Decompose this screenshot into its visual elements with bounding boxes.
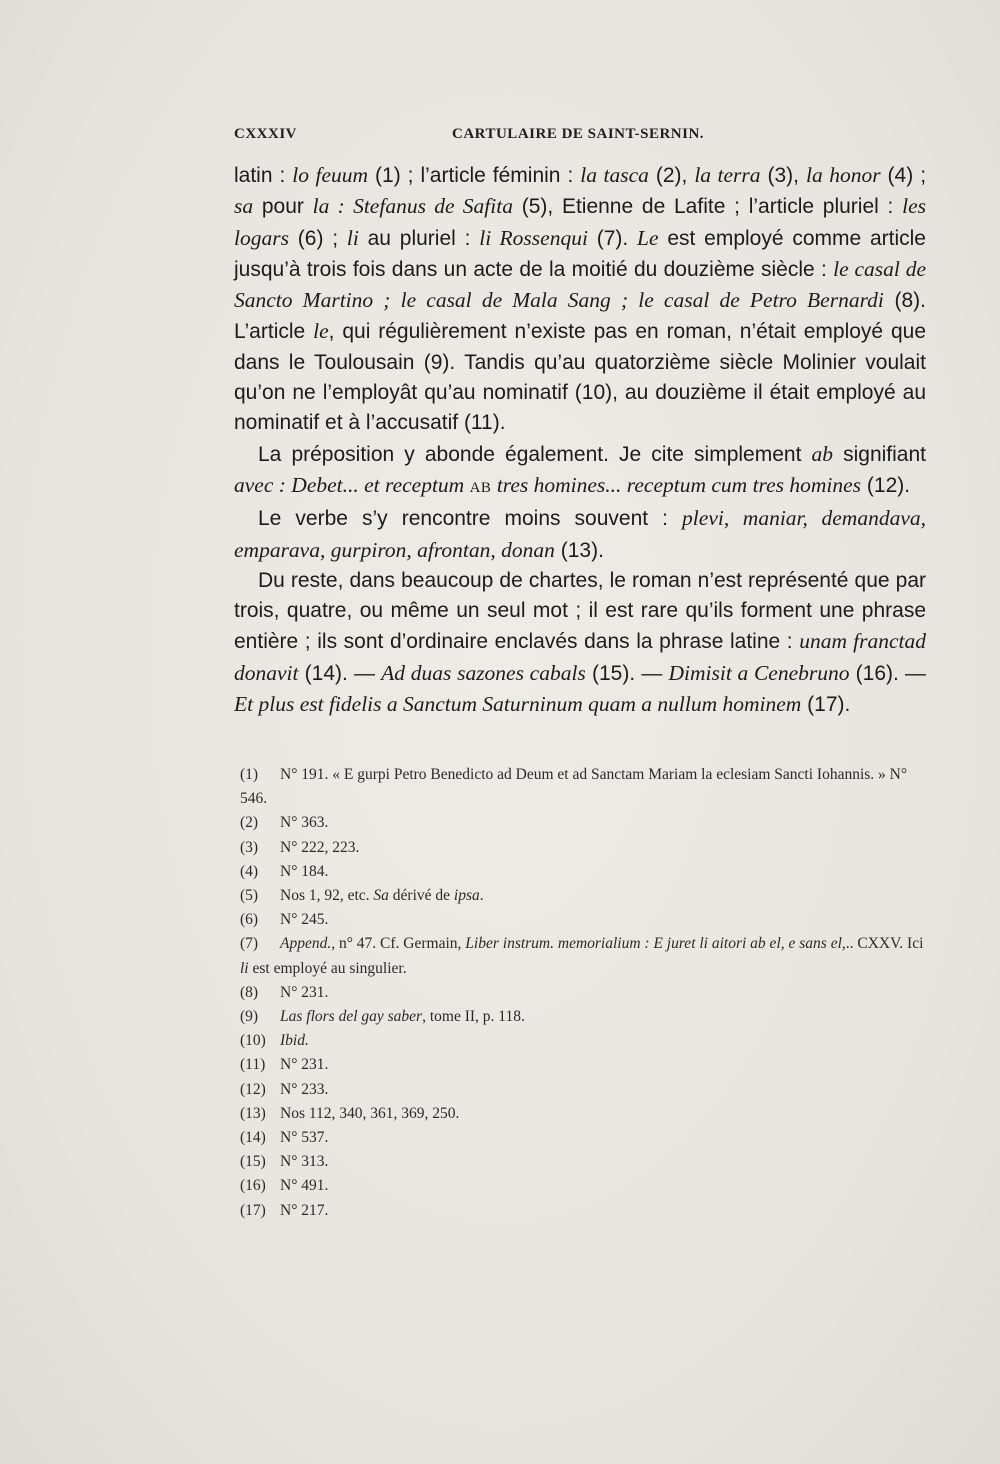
footnote-number: (12): [240, 1080, 266, 1098]
footnote-number: (1): [240, 766, 259, 783]
text-run: N° 191. « E gurpi Petro Benedicto ad Deum et ad Sanctam Mariam la eclesiam Sancti Iohannis. » N° 546.: [240, 766, 908, 808]
footnote: [240, 1053, 930, 1077]
italic-run: la terra: [694, 163, 761, 187]
italic-run: le: [313, 319, 329, 344]
italic-run: la tasca: [580, 163, 649, 187]
footnote-number: (10): [240, 1032, 266, 1050]
text-run: (6) ;: [288, 226, 347, 250]
text-run: N° 231.: [280, 1056, 329, 1074]
footnote-number: (6): [240, 911, 259, 929]
italic-run: plevi, maniar, demandava, emparava, gurpiron, afrontan, donan: [234, 506, 926, 562]
text-run: (7).: [587, 226, 638, 250]
text-run: N° 217.: [280, 1201, 329, 1219]
paragraph-verbs: [234, 503, 926, 566]
italic-run: la honor: [805, 163, 881, 187]
text-run: (4) ;: [880, 164, 927, 187]
text-run: Nos 1, 92, etc.: [280, 887, 374, 905]
italic-run: Append.: [280, 935, 332, 953]
text-run: (12).: [861, 473, 911, 497]
text-run: N° 184.: [280, 862, 329, 880]
text-run: est employé au singulier.: [248, 959, 407, 977]
italic-run: li: [240, 959, 249, 977]
footnote: [240, 1199, 930, 1223]
text-run: (17).: [801, 693, 851, 717]
text-run: Le verbe s’y rencontre moins souvent :: [258, 507, 683, 531]
footnote: [240, 1102, 930, 1126]
text-run: (16). —: [849, 661, 927, 685]
footnote-number: (9): [240, 1008, 259, 1026]
italic-run: Las flors del gay saber: [280, 1008, 423, 1026]
text-run: Du reste, dans beaucoup de chartes, le roman n’est représenté que par trois, quatre, ou même un seul mot ; il est rare qu’ils forment une phrase entière ; ils sont d’ordinaire enclavés dans la phrase latine :: [234, 568, 926, 654]
text-run: La préposition y abonde également. Je cite simplement: [258, 442, 812, 466]
italic-run: avec : Debet... et receptum: [234, 472, 470, 497]
footnote: [240, 763, 930, 811]
footnotes: [240, 763, 930, 1223]
italic-run: le casal de Sancto Martino ; le casal de Mala Sang ; le casal de Petro Bernardi: [234, 256, 926, 313]
footnote: [240, 1005, 930, 1029]
footnote-number: (14): [240, 1129, 266, 1147]
text-run: (1) ; l’article féminin :: [368, 164, 581, 187]
text-run: dérivé de: [388, 887, 454, 905]
footnote-number: (3): [240, 838, 259, 856]
italic-run: Sa: [373, 887, 389, 905]
italic-run: ipsa: [453, 887, 480, 905]
text-run: N° 231.: [280, 983, 329, 1001]
footnote: [240, 932, 930, 980]
text-run: N° 233.: [280, 1080, 329, 1098]
italic-run: Ad duas sazones cabals: [381, 660, 586, 685]
footnote: [240, 860, 930, 884]
text-run: , tome II, p. 118.: [422, 1008, 525, 1026]
footnote: [240, 1174, 930, 1198]
text-run: N° 537.: [280, 1129, 329, 1147]
italic-run: Le: [637, 225, 659, 250]
running-title: CARTULAIRE DE SAINT-SERNIN.: [452, 126, 705, 142]
footnote: [240, 981, 930, 1005]
text-run: N° 222, 223.: [280, 838, 360, 856]
text-run: (3),: [760, 164, 806, 187]
italic-run: Et plus est fidelis a Sanctum Saturninum quam a nullum hominem: [234, 692, 802, 717]
italic-run: li Rossenqui: [479, 225, 588, 250]
italic-run: lo feuum: [292, 163, 369, 187]
italic-run: ab: [811, 441, 834, 466]
text-run: (13).: [554, 538, 604, 562]
footnote-number: (5): [240, 887, 259, 905]
main-text: [234, 160, 926, 720]
footnote: [240, 811, 930, 835]
paragraph-enclaves: [234, 566, 926, 720]
footnote-number: (17): [240, 1201, 266, 1219]
text-run: N° 363.: [280, 814, 329, 832]
text-run: latin :: [234, 164, 293, 187]
text-run: signifiant: [833, 442, 926, 466]
italic-run: la : Stefanus de Safita: [312, 194, 513, 219]
footnote-number: (2): [240, 814, 259, 832]
footnote: [240, 836, 930, 860]
running-head: [234, 126, 924, 150]
italic-run: Liber instrum. memorialium : E juret li aitori ab el, e sans el,: [465, 935, 846, 953]
footnote: [240, 908, 930, 932]
text-run: (15). —: [585, 661, 669, 685]
footnote-number: (4): [240, 862, 259, 880]
text-run: (2),: [648, 164, 695, 187]
text-run: pour: [253, 195, 313, 219]
text-run: .: [479, 887, 484, 905]
footnote: [240, 1150, 930, 1174]
text-run: (5), Etienne de Lafite ; l’article pluriel :: [512, 195, 903, 219]
text-run: est employé comme article jusqu’à trois fois dans un acte de la moitié du douzième siècle :: [234, 226, 926, 281]
paragraph-preposition: [234, 439, 926, 504]
footnote: [240, 1126, 930, 1150]
paragraph-articles: [234, 160, 926, 439]
page-folio: CXXXIV: [234, 126, 297, 142]
italic-run: tres homines... receptum cum tres homines: [491, 472, 862, 497]
footnote-number: (11): [240, 1056, 266, 1074]
text-run: .. CXXV. Ici: [845, 935, 924, 953]
footnote-number: (15): [240, 1153, 266, 1171]
text-run: (8). L’article: [234, 289, 926, 344]
footnote-number: (13): [240, 1104, 266, 1122]
footnote: [240, 1029, 930, 1053]
text-run: N° 491.: [280, 1177, 329, 1195]
text-run: Nos 112, 340, 361, 369, 250.: [280, 1104, 460, 1122]
text-run: au pluriel :: [358, 226, 480, 250]
footnote-number: (16): [240, 1177, 266, 1195]
text-run: N° 313.: [280, 1153, 329, 1171]
text-run: , n° 47. Cf. Germain,: [331, 935, 466, 953]
italic-run: unam franctad donavit: [234, 629, 926, 685]
footnote-number: (8): [240, 983, 259, 1001]
text-run: , qui régulièrement n’existe pas en roman, n’était employé que dans le Toulousain (9). Tandis qu’au quatorzième siècle Molinier voulait qu’on ne l’employât qu’au nominatif (10), au douzième il était employé au nominatif et à l’accusatif (11).: [234, 320, 927, 435]
italic-run: Ibid.: [280, 1032, 309, 1050]
text-run: (14). —: [298, 661, 382, 685]
footnote-number: (7): [240, 935, 259, 953]
footnote: [240, 884, 930, 908]
italic-run: li: [346, 225, 359, 250]
footnote: [240, 1078, 930, 1102]
italic-run: sa: [234, 194, 254, 219]
italic-run: Dimisit a Cenebruno: [668, 660, 850, 685]
text-run: N° 245.: [280, 911, 329, 929]
small-caps-run: AB: [469, 479, 492, 496]
italic-run: les logars: [234, 194, 927, 250]
